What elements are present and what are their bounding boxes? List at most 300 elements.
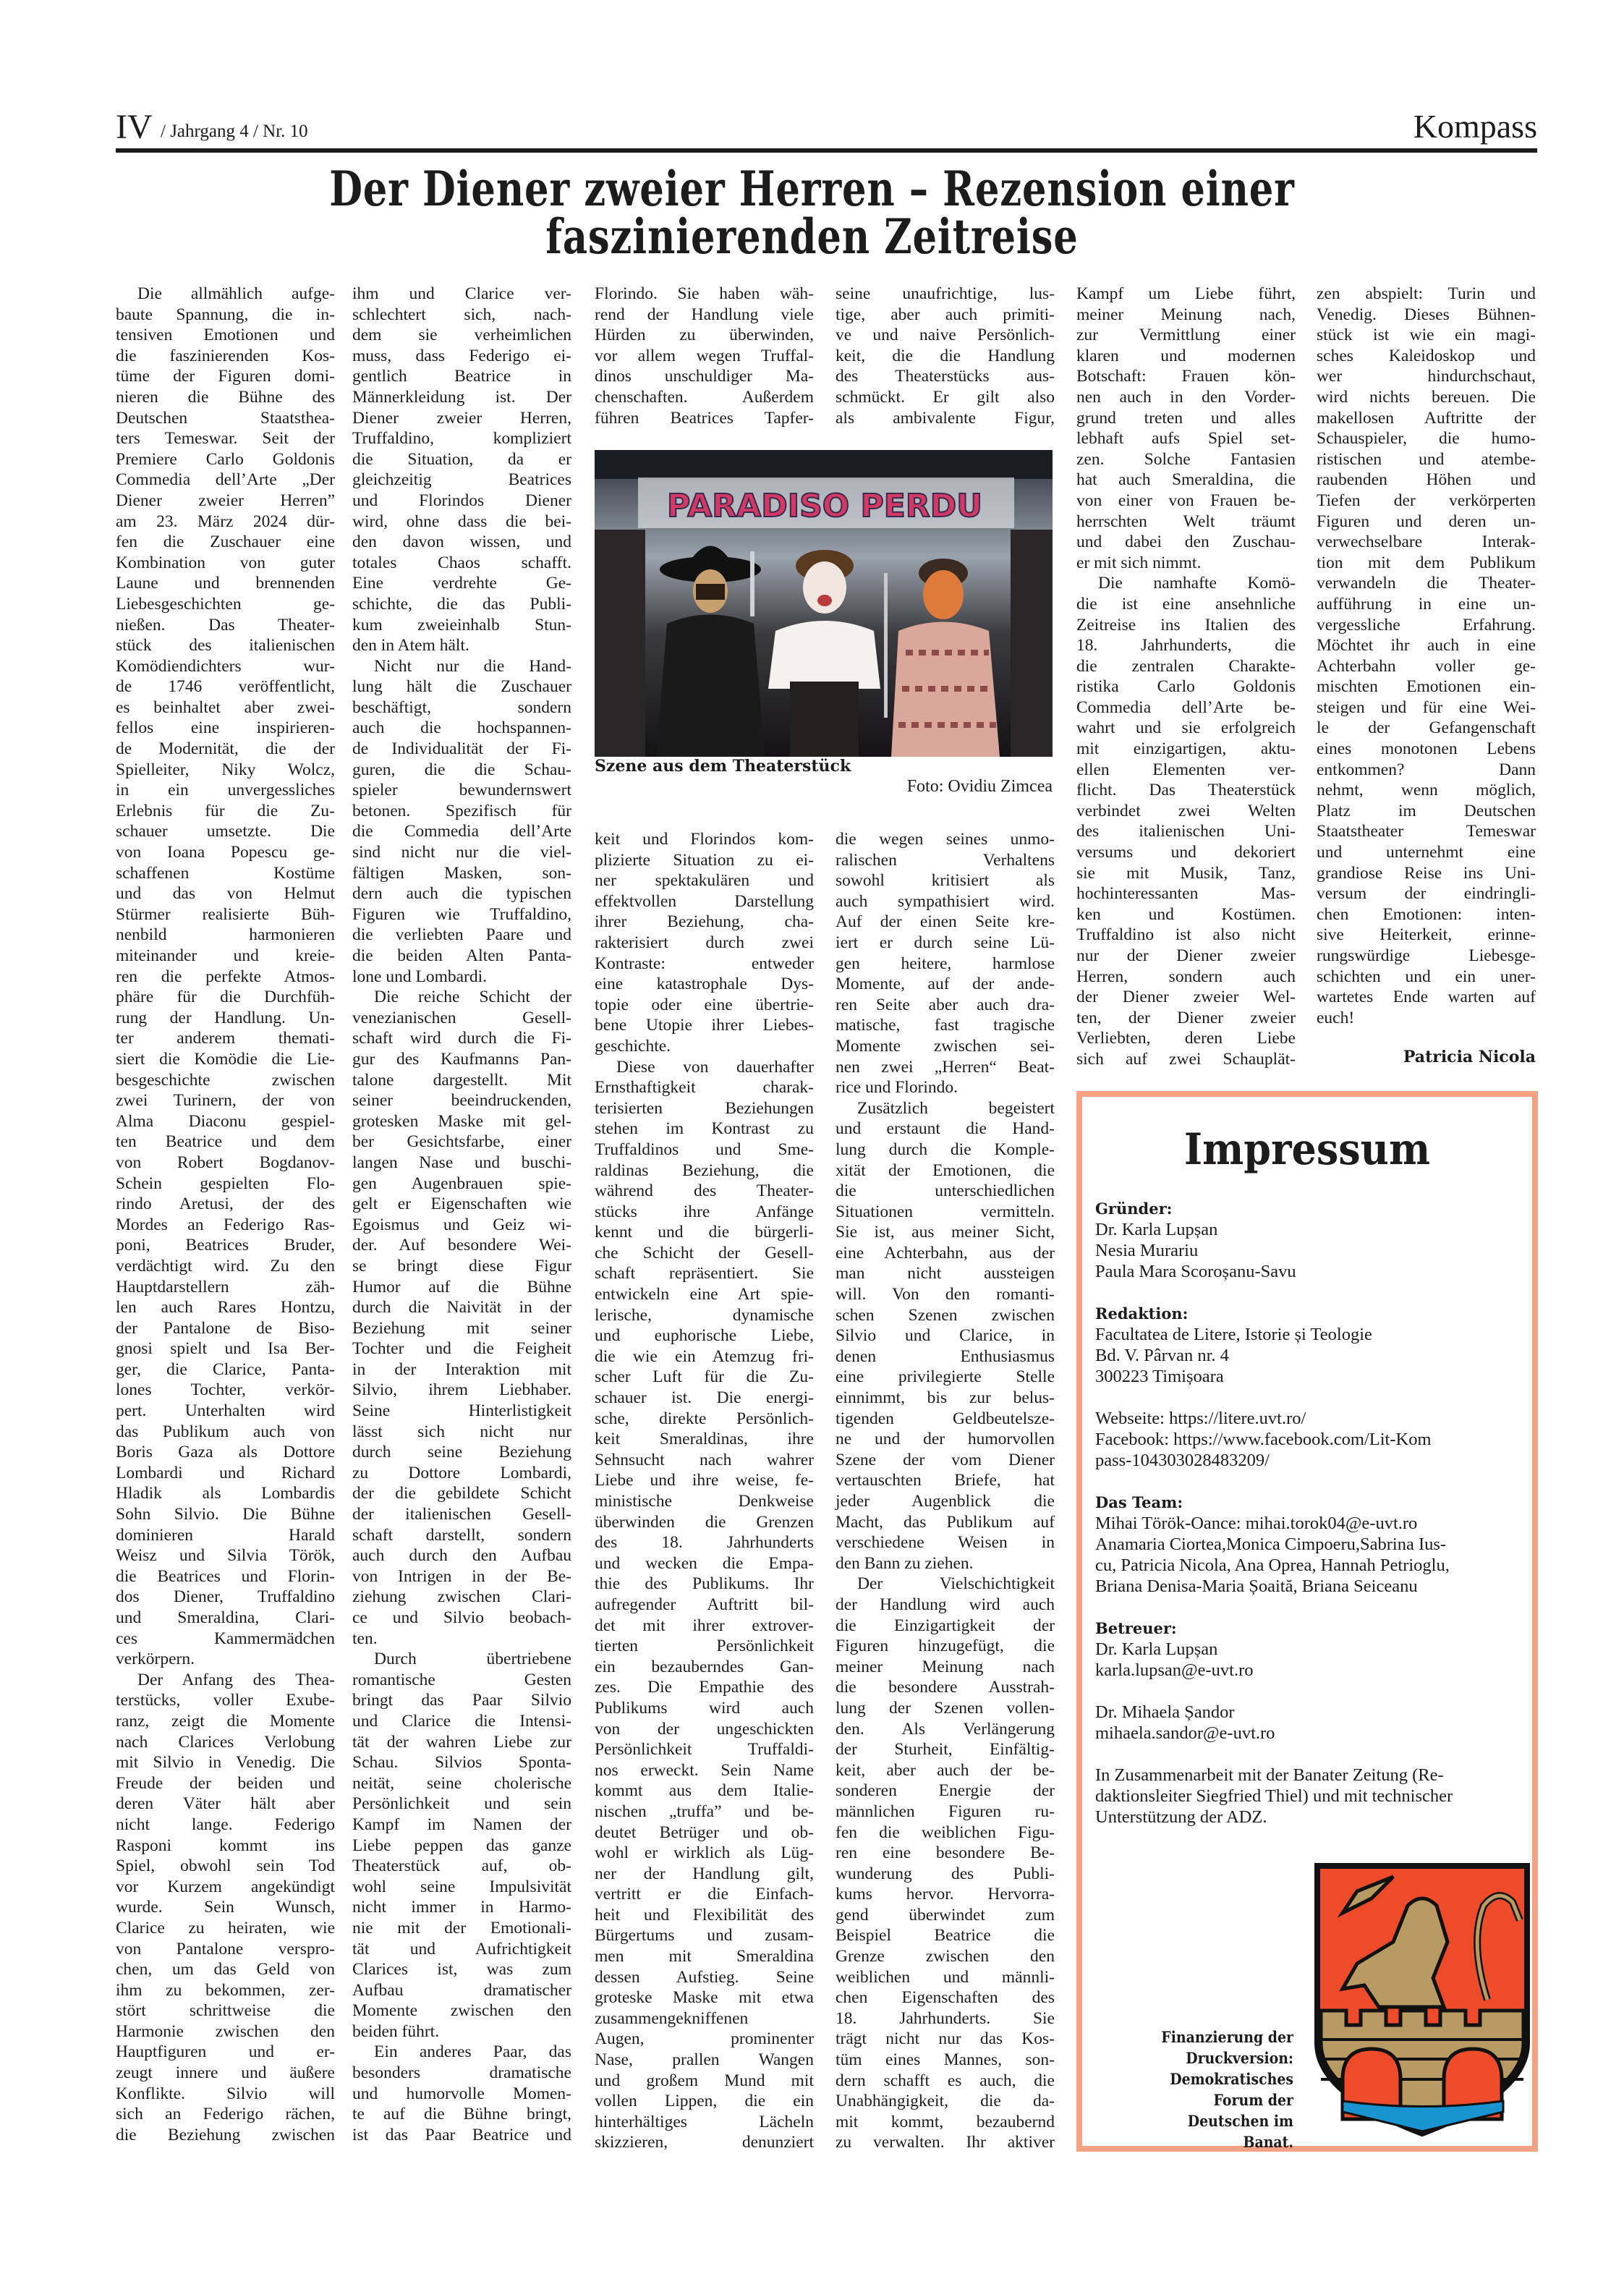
article-column xyxy=(595,829,814,2153)
impressum-line: Mihai Török-Oance: mihai.torok04@e-uvt.ro xyxy=(1095,1514,1418,1533)
text-line: euch! xyxy=(1317,1008,1355,1027)
text-line: tüme der Figuren domi- xyxy=(116,367,335,386)
text-line: kennt und die bürgerli- xyxy=(595,1223,814,1242)
text-line: wahrt und sie erfolgreich xyxy=(1076,718,1296,738)
text-line: ein bezauberndes Gan- xyxy=(595,1657,814,1676)
text-line: des Theaterstücks aus- xyxy=(836,367,1055,386)
text-line: in ein unvergessliches xyxy=(116,781,335,800)
text-line: keit Smeraldinas, ihre xyxy=(595,1430,814,1449)
text-line: pert. Unterhalten wird xyxy=(116,1401,335,1421)
text-line: Figuren wie Truffaldino, xyxy=(352,904,571,924)
text-line: den. Als Verlängerung xyxy=(836,1719,1055,1739)
text-line: Kontraste: entweder xyxy=(595,954,814,973)
text-line: zen abspielt: Turin und xyxy=(1317,284,1536,303)
text-line: schichten und ein uner- xyxy=(1317,967,1536,986)
text-line: lung hält die Zuschauer xyxy=(352,677,571,697)
text-line: und unternehmt eine xyxy=(1317,843,1536,862)
text-line: Die reiche Schicht der xyxy=(374,988,571,1007)
text-line: schauer ist. Die energi- xyxy=(595,1388,814,1408)
text-line: Der Anfang des Thea- xyxy=(137,1670,335,1689)
text-line: ren eine besondere Be- xyxy=(836,1843,1055,1863)
text-line: skizzieren, denunziert xyxy=(595,2133,814,2152)
text-line: nieren die Bühne des xyxy=(116,387,335,407)
impressum-section xyxy=(1095,1303,1529,1387)
text-line: aufführung in eine un- xyxy=(1317,594,1536,614)
text-line: vertauschten Briefe, hat xyxy=(836,1471,1055,1490)
text-line: zu verwalten. Ihr aktiver xyxy=(836,2133,1055,2152)
text-line: zur Vermittlung einer xyxy=(1076,326,1296,345)
text-line: nos erweckt. Sein Name xyxy=(595,1760,814,1780)
text-line: von der ungeschickten xyxy=(595,1719,814,1739)
text-line: verwechselbare Interak- xyxy=(1317,532,1536,552)
text-line: und Clarice die Intensi- xyxy=(352,1711,571,1731)
text-line: mit Silvio in Venedig. Die xyxy=(116,1753,335,1773)
text-line: Botschaft: Frauen kön- xyxy=(1076,367,1296,386)
text-line: Grenze zwischen den xyxy=(836,1947,1055,1966)
text-line: seiner beeindruckenden, xyxy=(352,1091,571,1111)
text-line: 18. Jahrhunderts, die xyxy=(1076,636,1296,655)
text-line: stück ist wie ein magi- xyxy=(1317,326,1536,345)
text-line: nie mit der Emotionali- xyxy=(352,1918,571,1938)
text-line: von Robert Bogdanov- xyxy=(116,1153,335,1172)
text-line: am 23. März 2024 dür- xyxy=(116,512,335,531)
text-line: Schein gespielten Flo- xyxy=(116,1174,335,1193)
text-line: Ein anderes Paar, das xyxy=(374,2042,571,2062)
paragraph xyxy=(116,284,335,1670)
text-line: der Pantalone de Biso- xyxy=(116,1318,335,1338)
text-line: raubenden Höhen und xyxy=(1317,470,1536,490)
text-line: auch die hochspannen- xyxy=(352,718,571,738)
text-line: zu Dottore Lombardi, xyxy=(352,1463,571,1482)
text-line: von Ioana Popescu ge- xyxy=(116,843,335,862)
paragraph xyxy=(1076,284,1296,573)
impressum-heading: Das Team: xyxy=(1095,1493,1183,1511)
text-line: ihm und Clarice ver- xyxy=(352,284,571,303)
text-line: der die gebildete Schicht xyxy=(352,1484,571,1503)
text-line: und großem Mund mit xyxy=(595,2071,814,2090)
impressum-section xyxy=(1095,1492,1529,1597)
text-line: Der Vielschichtigkeit xyxy=(857,1574,1055,1594)
text-line: schaft repräsentiert. Sie xyxy=(595,1264,814,1283)
text-line: kommt aus dem Italie- xyxy=(595,1781,814,1801)
text-line: männlichen Figuren ru- xyxy=(836,1801,1055,1821)
text-line: lung der Szenen vollen- xyxy=(836,1698,1055,1718)
text-line: vergessliche Erfahrung. xyxy=(1317,615,1536,635)
funding-line: Demokratisches xyxy=(1170,2070,1293,2088)
text-line: keit, aber auch der be- xyxy=(836,1760,1055,1780)
text-line: lones Tochter, verkör- xyxy=(116,1380,335,1400)
impressum-line: In Zusammenarbeit mit der Banater Zeitung (Re- xyxy=(1095,1765,1444,1785)
text-line: sive Heiterkeit, erinne- xyxy=(1317,925,1536,945)
text-line: und Smeraldina, Clari- xyxy=(116,1608,335,1627)
text-line: weiblichen und männli- xyxy=(836,1967,1055,1987)
text-line: seine unaufrichtige, lus- xyxy=(836,284,1055,303)
text-line: men mit Smeraldina xyxy=(595,1947,814,1966)
text-line: Schauspieler, die humo- xyxy=(1317,429,1536,449)
text-line: ter anderem themati- xyxy=(116,1029,335,1048)
text-line: vor Kurzem angekündigt xyxy=(116,1877,335,1896)
paragraph xyxy=(352,284,571,656)
impressum-line: Unterstützung der ADZ. xyxy=(1095,1807,1267,1827)
text-line: deren Väter hält aber xyxy=(116,1794,335,1814)
text-line: Macht, das Publikum auf xyxy=(836,1512,1055,1532)
text-line: Hauptfiguren und er- xyxy=(116,2042,335,2062)
text-line: nen zwei „Herren“ Beat- xyxy=(836,1057,1055,1077)
text-line: will. Von den romanti- xyxy=(836,1285,1055,1304)
text-line: sich an Federigo rächen, xyxy=(116,2105,335,2124)
text-line: zwei Turinern, der von xyxy=(116,1091,335,1111)
text-line: gleichzeitig Beatrices xyxy=(352,470,571,490)
text-line: steigen und für eine Wei- xyxy=(1317,697,1536,717)
text-line: stört schrittweise die xyxy=(116,2001,335,2021)
impressum-line: Briana Denisa-Maria Șoaită, Briana Seiceanu xyxy=(1095,1576,1418,1596)
text-line: geschichte. xyxy=(595,1036,671,1056)
text-line: ren Seite aber auch dra- xyxy=(836,995,1055,1014)
text-line: mit einzigartigen, aktu- xyxy=(1076,739,1296,759)
text-line: rend der Handlung viele xyxy=(595,305,814,324)
text-line: Silvio und Clarice, in xyxy=(836,1326,1055,1346)
text-line: und Florindos Diener xyxy=(352,491,571,510)
text-line: grandiose Reise ins Uni- xyxy=(1317,863,1536,883)
text-line: Zusätzlich begeistert xyxy=(857,1098,1055,1118)
text-line: ner spektakulären und xyxy=(595,871,814,891)
text-line: schaft darstellt, sondern xyxy=(352,1525,571,1545)
impressum-line: Facultatea de Litere, Istorie și Teologie xyxy=(1095,1325,1372,1344)
text-line: groteske Maske mit etwa xyxy=(595,1988,814,2008)
text-line: und euphorische Liebe, xyxy=(595,1326,814,1346)
text-line: fältigen Masken, son- xyxy=(352,863,571,883)
text-line: er mit sich nimmt. xyxy=(1076,553,1202,572)
text-line: wunderung des Publi- xyxy=(836,1864,1055,1883)
paragraph xyxy=(352,656,571,988)
text-line: keit und Florindos kom- xyxy=(595,830,814,849)
text-line: venezianischen Gesell- xyxy=(352,1008,571,1027)
text-line: und wecken die Empa- xyxy=(595,1553,814,1573)
text-line: Stürmer realisierte Büh- xyxy=(116,904,335,924)
text-line: den in Atem hält. xyxy=(352,636,469,655)
article-column xyxy=(595,284,814,428)
text-line: nießen. Das Theater- xyxy=(116,615,335,635)
impressum-box xyxy=(1076,1091,1538,2152)
text-line: heit und Flexibilität des xyxy=(595,1905,814,1924)
text-line: Kombination von guter xyxy=(116,553,335,572)
text-line: schaft wird durch die Fi- xyxy=(352,1029,571,1048)
text-line: und humorvolle Momen- xyxy=(352,2084,571,2103)
impressum-line: Facebook: https://www.facebook.com/Lit-Kom xyxy=(1095,1430,1432,1449)
text-line: xität der Emotionen, die xyxy=(836,1160,1055,1180)
article-column xyxy=(836,829,1055,2153)
text-line: Tochter und die Feigheit xyxy=(352,1339,571,1359)
text-line: Zeitreise ins Italien des xyxy=(1076,615,1296,635)
text-line: tüm eines Mannes, son- xyxy=(836,2050,1055,2070)
text-line: tät der wahren Liebe zur xyxy=(352,1732,571,1752)
text-line: ces Kammermädchen xyxy=(116,1629,335,1648)
text-line: hat auch Smeraldina, die xyxy=(1076,470,1296,490)
text-line: der Sturheit, Einfältig- xyxy=(836,1740,1055,1760)
text-line: de Modernität, die der xyxy=(116,739,335,759)
text-line: Momente, auf der ande- xyxy=(836,975,1055,994)
impressum-heading: Redaktion: xyxy=(1095,1304,1189,1323)
text-line: Durch übertriebene xyxy=(374,1650,571,1669)
text-line: Augen, prominenter xyxy=(595,2029,814,2049)
text-line: deutet Betrüger und ob- xyxy=(595,1822,814,1842)
text-line: tierten Persönlichkeit xyxy=(595,1637,814,1656)
text-line: Figuren hinzugefügt, die xyxy=(836,1637,1055,1656)
text-line: kums hervor. Hervorra- xyxy=(836,1885,1055,1904)
text-line: ner der Handlung gilt, xyxy=(595,1864,814,1883)
text-line: Lombardi und Richard xyxy=(116,1463,335,1482)
impressum-line: cu, Patricia Nicola, Ana Oprea, Hannah Petrioglu, xyxy=(1095,1556,1450,1575)
text-line: ziehung zwischen Clari- xyxy=(352,1587,571,1607)
text-line: muss, dass Federigo ei- xyxy=(352,346,571,365)
text-line: siert die Komödie die Lie- xyxy=(116,1049,335,1069)
text-line: ve und naive Persönlich- xyxy=(836,326,1055,345)
text-line: wurde. Sein Wunsch, xyxy=(116,1898,335,1917)
text-line: verbindet zwei Welten xyxy=(1076,801,1296,820)
text-line: die faszinierenden Kos- xyxy=(116,346,335,365)
text-line: verwandeln die Theater- xyxy=(1317,574,1536,593)
impressum-line: karla.lupsan@e-uvt.ro xyxy=(1095,1660,1254,1680)
text-line: gnosi spielt und Isa Ber- xyxy=(116,1339,335,1359)
text-line: tensiven Emotionen und xyxy=(116,326,335,345)
text-line: sches Kaleidoskop und xyxy=(1317,346,1536,365)
text-line: totales Chaos schafft. xyxy=(352,553,571,572)
text-line: die wie ein Atemzug fri- xyxy=(595,1346,814,1366)
text-line: lung durch die Komple- xyxy=(836,1140,1055,1159)
text-line: ten Beatrice und dem xyxy=(116,1132,335,1152)
text-line: le der Gefangenschaft xyxy=(1317,718,1536,738)
text-line: ce und Silvio beobach- xyxy=(352,1608,571,1627)
text-line: versums und dekoriert xyxy=(1076,843,1296,862)
text-line: te auf die Bühne bringt, xyxy=(352,2105,571,2124)
text-line: das Publikum auch von xyxy=(116,1422,335,1441)
text-line: Rasponi kommt ins xyxy=(116,1835,335,1855)
text-line: nur der Diener zweier xyxy=(1076,946,1296,965)
text-line: dinos unschuldiger Ma- xyxy=(595,367,814,386)
text-line: Liebesgeschichten ge- xyxy=(116,594,335,614)
text-line: dem sie verheimlichen xyxy=(352,326,571,345)
text-line: Momente zwischen den xyxy=(352,2001,571,2021)
text-line: gelt er Eigenschaften wie xyxy=(352,1194,571,1214)
coat-of-arms-icon xyxy=(1314,1862,1531,2137)
text-line: Liebe peppen das ganze xyxy=(352,1835,571,1855)
text-line: mit kommt, bezaubernd xyxy=(836,2112,1055,2131)
text-line: ihrer Beziehung, cha- xyxy=(595,912,814,932)
text-line: poni, Beatrices Bruder, xyxy=(116,1236,335,1255)
text-line: sowohl kritisiert als xyxy=(836,871,1055,891)
text-line: Auf der einen Seite kre- xyxy=(836,912,1055,932)
text-line: dominieren Harald xyxy=(116,1525,335,1545)
text-line: de Individualität der Fi- xyxy=(352,739,571,759)
header-rule xyxy=(116,148,1537,153)
text-line: überwinden die Grenzen xyxy=(595,1512,814,1532)
text-line: grotesken Maske mit gel- xyxy=(352,1111,571,1131)
article-column xyxy=(116,284,335,2145)
text-line: eine katastrophale Dys- xyxy=(595,975,814,994)
text-line: Verliebten, deren Liebe xyxy=(1076,1029,1296,1048)
text-line: Platz im Deutschen xyxy=(1317,801,1536,820)
text-line: klaren und modernen xyxy=(1076,346,1296,365)
text-line: Hladik als Lombardis xyxy=(116,1484,335,1503)
text-line: man nicht aussteigen xyxy=(836,1264,1055,1283)
text-line: die Commedia dell’Arte xyxy=(352,822,571,841)
text-line: kum zweieinhalb Stun- xyxy=(352,615,571,635)
text-line: Alma Diaconu gespiel- xyxy=(116,1111,335,1131)
text-line: gend überwindet zum xyxy=(836,1905,1055,1924)
impressum-line: Dr. Mihaela Șandor xyxy=(1095,1702,1235,1722)
text-line: wer hindurchschaut, xyxy=(1317,367,1536,386)
text-line: lebhaft aufs Spiel set- xyxy=(1076,429,1296,449)
impressum-line: Bd. V. Pârvan nr. 4 xyxy=(1095,1346,1229,1365)
paragraph xyxy=(836,1574,1055,2153)
text-line: fen die weiblichen Figu- xyxy=(836,1822,1055,1842)
text-line: Sehnsucht nach wahrer xyxy=(595,1450,814,1469)
text-line: tige, aber auch primiti- xyxy=(836,305,1055,324)
text-line: Persönlichkeit Truffaldi- xyxy=(595,1740,814,1760)
text-line: Bürgertums und zusam- xyxy=(595,1926,814,1945)
text-line: Kampf im Namen der xyxy=(352,1815,571,1834)
text-line: von Intrigen in der Be- xyxy=(352,1566,571,1586)
text-line: die Einzigartigkeit der xyxy=(836,1616,1055,1635)
text-line: durch die Naivität in der xyxy=(352,1298,571,1317)
text-line: es beinhaltet aber zwei- xyxy=(116,697,335,717)
text-line: Laune und brennenden xyxy=(116,574,335,593)
impressum-section xyxy=(1095,1618,1529,1681)
text-line: eine privilegierte Stelle xyxy=(836,1367,1055,1387)
text-line: ristika Carlo Goldonis xyxy=(1076,677,1296,697)
text-line: jeder Augenblick die xyxy=(836,1492,1055,1511)
text-line: der. Auf besondere Wei- xyxy=(352,1236,571,1255)
text-line: nach Clarices Verlobung xyxy=(116,1732,335,1752)
text-line: zen. Solche Fantasien xyxy=(1076,449,1296,469)
text-line: verschiedene Weisen in xyxy=(836,1533,1055,1553)
issue-info: / Jahrgang 4 / Nr. 10 xyxy=(161,122,308,141)
text-line: thie des Publikums. Ihr xyxy=(595,1574,814,1594)
text-line: Persönlichkeit und sein xyxy=(352,1794,571,1814)
text-line: die Beziehung zwischen xyxy=(116,2125,335,2144)
text-line: Hauptdarstellern zäh- xyxy=(116,1277,335,1296)
text-line: der Diener zweier Wel- xyxy=(1076,988,1296,1007)
text-line: die besondere Ausstrah- xyxy=(836,1678,1055,1697)
paragraph xyxy=(595,829,814,1057)
text-line: beiden führt. xyxy=(352,2021,440,2041)
title-line: Der Diener zweier Herren – Rezension einer xyxy=(329,161,1295,217)
text-line: von einer von Frauen be- xyxy=(1076,491,1296,510)
text-line: Diese von dauerhafter xyxy=(616,1057,814,1077)
text-line: Nase, prallen Wangen xyxy=(595,2050,814,2070)
text-line: Boris Gaza als Dottore xyxy=(116,1443,335,1462)
text-line: Harmonie zwischen den xyxy=(116,2021,335,2041)
text-line: und das von Helmut xyxy=(116,884,335,904)
text-line: matische, fast tragische xyxy=(836,1016,1055,1035)
text-line: Nicht nur die Hand- xyxy=(374,656,571,676)
funding-line: Druckversion: xyxy=(1186,2049,1293,2067)
text-line: lone und Lombardi. xyxy=(352,967,488,986)
text-line: in der Interaktion mit xyxy=(352,1359,571,1379)
text-line: schauer umsetzte. Die xyxy=(116,822,335,841)
text-line: nischen „truffa” und be- xyxy=(595,1801,814,1821)
text-line: chenschaften. Außerdem xyxy=(595,387,814,407)
impressum-section xyxy=(1095,1408,1529,1471)
impressum-line: mihaela.sandor@e-uvt.ro xyxy=(1095,1723,1275,1743)
text-line: wartetes Ende warten auf xyxy=(1317,988,1536,1007)
text-line: schichte, die das Publi- xyxy=(352,594,571,614)
text-line: ihm zu bekommen, zer- xyxy=(116,1980,335,2000)
text-line: rung der Handlung. Un- xyxy=(116,1008,335,1027)
funding-line: Banat. xyxy=(1243,2133,1293,2151)
text-line: ten, der Diener zweier xyxy=(1076,1008,1296,1027)
text-line: auch durch den Aufbau xyxy=(352,1546,571,1566)
article-author: Patricia Nicola xyxy=(1403,1048,1536,1066)
photo-credit: Foto: Ovidiu Zimcea xyxy=(906,777,1053,796)
text-line: die zentralen Charakte- xyxy=(1076,656,1296,676)
paragraph xyxy=(836,1098,1055,1574)
text-line: auch sympathisiert wird. xyxy=(836,891,1055,911)
text-line: Männerkleidung ist. Der xyxy=(352,387,571,407)
text-line: Kampf um Liebe führt, xyxy=(1076,284,1296,303)
text-line: einnimmt, bis zur belus- xyxy=(836,1388,1055,1408)
text-line: betonen. Spezifisch für xyxy=(352,801,571,820)
funding-line: Forum der xyxy=(1213,2091,1293,2109)
text-line: trägt nicht nur das Kos- xyxy=(836,2029,1055,2049)
text-line: dos Diener, Truffaldino xyxy=(116,1587,335,1607)
text-line: entwickeln eine Art spie- xyxy=(595,1285,814,1304)
text-line: wird, ohne dass die bei- xyxy=(352,512,571,531)
text-line: Egoismus und Geiz wi- xyxy=(352,1215,571,1234)
text-line: Die allmählich aufge- xyxy=(137,284,335,303)
text-line: se bringt diese Figur xyxy=(352,1256,571,1276)
text-line: nenbild harmonieren xyxy=(116,925,335,945)
text-line: tät und Aufrichtigkeit xyxy=(352,1939,571,1958)
paragraph xyxy=(352,987,571,1649)
text-line: Sohn Silvio. Die Bühne xyxy=(116,1505,335,1524)
text-line: romantische Gesten xyxy=(352,1670,571,1689)
text-line: vertritt er die Einfach- xyxy=(595,1885,814,1904)
text-line: zeugt innere und äußere xyxy=(116,2063,335,2083)
text-line: Commedia dell’Arte be- xyxy=(1076,697,1296,717)
text-line: die beiden Alten Panta- xyxy=(352,946,571,965)
text-line: Komödiendichters wur- xyxy=(116,656,335,676)
text-line: Florindo. Sie haben wäh- xyxy=(595,284,814,303)
text-line: nicht immer in Harmo- xyxy=(352,1898,571,1917)
text-line: Die namhafte Komö- xyxy=(1098,574,1296,593)
text-line: che Schicht der Gesell- xyxy=(595,1243,814,1262)
text-line: Schau. Silvios Sponta- xyxy=(352,1753,571,1773)
text-line: terstücks, voller Exube- xyxy=(116,1691,335,1710)
text-line: Silvio, ihrem Liebhaber. xyxy=(352,1380,571,1400)
text-line: die unterschiedlichen xyxy=(836,1181,1055,1201)
text-line: führen Beatrices Tapfer- xyxy=(595,408,814,428)
text-line: ken und Kostümen. xyxy=(1076,904,1296,924)
text-line: sonderen Energie der xyxy=(836,1781,1055,1801)
text-line: des 18. Jahrhunderts xyxy=(595,1533,814,1553)
impressum-section xyxy=(1095,1765,1529,1828)
text-line: die Situation, da er xyxy=(352,449,571,469)
impressum-heading: Gründer: xyxy=(1095,1200,1173,1218)
text-line: bene Utopie ihrer Liebes- xyxy=(595,1016,814,1035)
text-line: ristischen und atembe- xyxy=(1317,449,1536,469)
newspaper-name: Kompass xyxy=(1413,108,1537,145)
text-line: Aufbau dramatischer xyxy=(352,1980,571,2000)
text-line: Staatstheater Temeswar xyxy=(1317,822,1536,841)
text-line: Theaterstück auf, ob- xyxy=(352,1856,571,1876)
text-line: lerische, dynamische xyxy=(595,1305,814,1325)
text-line: gen heitere, harmlose xyxy=(836,954,1055,973)
text-line: sich auf zwei Schauplät- xyxy=(1076,1049,1296,1069)
paragraph xyxy=(116,1670,335,2146)
text-line: det mit ihrer extrover- xyxy=(595,1616,814,1635)
text-line: ne und der humorvollen xyxy=(836,1430,1055,1449)
